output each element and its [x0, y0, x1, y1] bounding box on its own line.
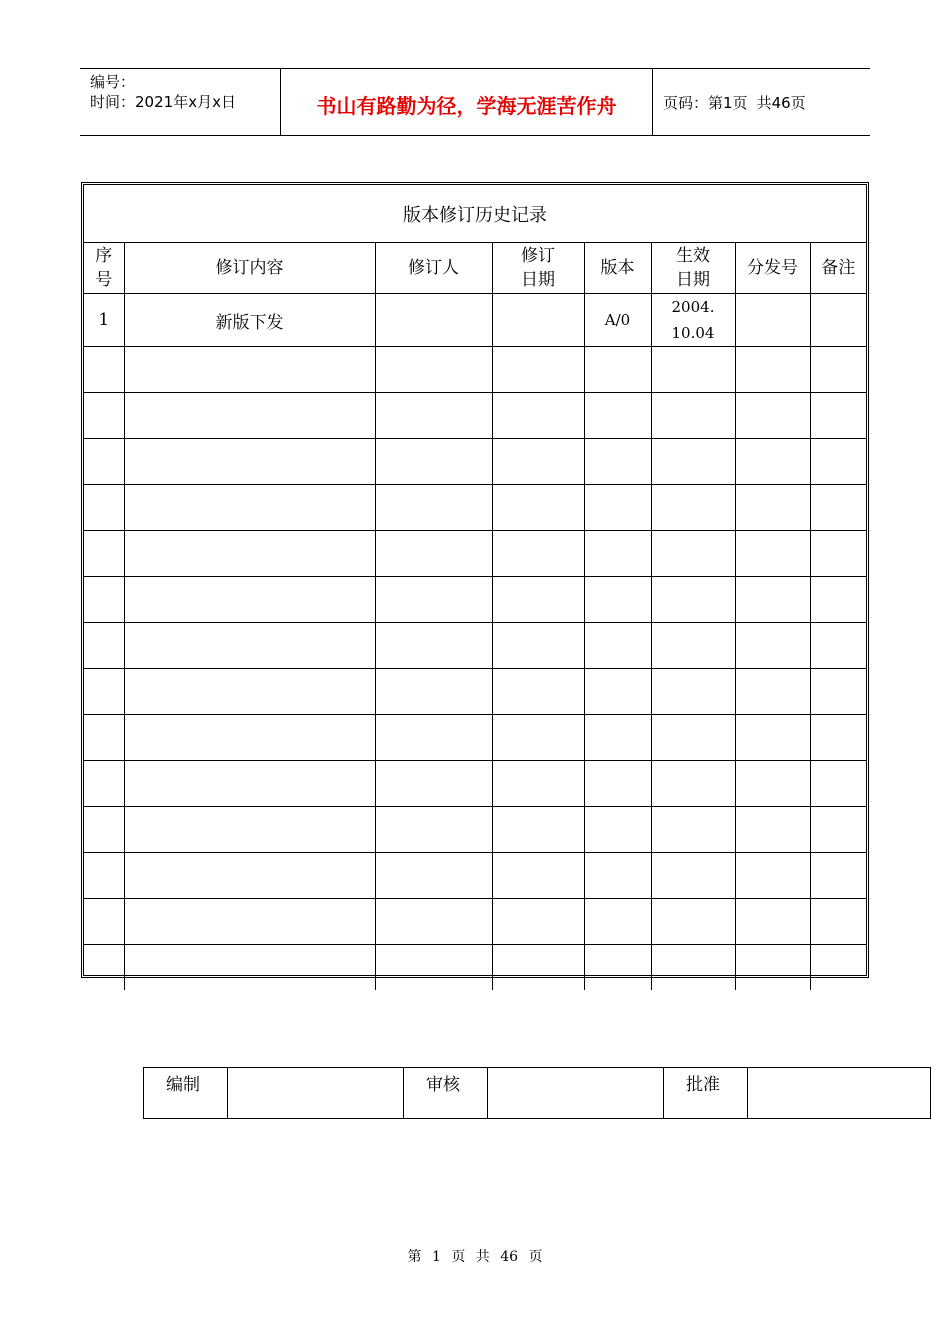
- cell-version: A/0: [584, 294, 651, 347]
- footer-total-pages: 46: [500, 1249, 519, 1265]
- doc-number-label: 编号：: [90, 73, 136, 91]
- table-row: [84, 761, 866, 807]
- table-row: [84, 899, 866, 945]
- header-page-info: [653, 69, 870, 135]
- cell-dist: [735, 294, 810, 347]
- page-header: [80, 68, 870, 136]
- signoff-approve-field[interactable]: [748, 1068, 931, 1119]
- page-total: 共46页: [756, 93, 806, 112]
- page-footer: [0, 1246, 950, 1266]
- page-label: 页码：: [663, 93, 709, 112]
- header-meta: [80, 69, 281, 135]
- signoff-review-label: 审核: [404, 1068, 488, 1119]
- table-row: [84, 669, 866, 715]
- col-header-content: 修订内容: [124, 243, 375, 294]
- header-motto: 书山有路勤为径，学海无涯苦作舟: [281, 69, 653, 135]
- doc-time-value: 2021年x月x日: [135, 93, 236, 111]
- footer-di: 第: [407, 1249, 422, 1265]
- table-row: [84, 393, 866, 439]
- cell-reviser: [375, 294, 492, 347]
- footer-ye2: 页: [528, 1249, 543, 1265]
- cell-date: [492, 294, 584, 347]
- table-row: [84, 439, 866, 485]
- col-header-version: 版本: [584, 243, 651, 294]
- doc-time: [90, 92, 280, 112]
- revision-table-title: 版本修订历史记录: [84, 185, 866, 243]
- table-row: [84, 577, 866, 623]
- table-row: [84, 623, 866, 669]
- column-header-row: [84, 243, 866, 294]
- col-header-dist: 分发号: [735, 243, 810, 294]
- signoff-compile-field[interactable]: [228, 1068, 404, 1119]
- table-row: [84, 807, 866, 853]
- signoff-approve-label: 批准: [664, 1068, 748, 1119]
- signoff-review-field[interactable]: [488, 1068, 664, 1119]
- footer-gong: 共: [475, 1249, 490, 1265]
- col-header-date: 修订 日期: [492, 243, 584, 294]
- cell-content: 新版下发: [124, 294, 375, 347]
- revision-history-table: [81, 182, 869, 978]
- table-row: [84, 347, 866, 393]
- footer-page-number: 1: [431, 1249, 441, 1265]
- table-row: [84, 715, 866, 761]
- col-header-seq: 序 号: [84, 243, 124, 294]
- col-header-effective: 生效 日期: [651, 243, 735, 294]
- table-row: [84, 531, 866, 577]
- table-row: [84, 294, 866, 347]
- page-current: 第1页: [708, 93, 748, 112]
- col-header-remark: 备注: [810, 243, 866, 294]
- signoff-table: [143, 1067, 931, 1119]
- table-row: [84, 945, 866, 991]
- cell-effective: 2004. 10.04: [651, 294, 735, 347]
- cell-remark: [810, 294, 866, 347]
- col-header-reviser: 修订人: [375, 243, 492, 294]
- table-row: [84, 853, 866, 899]
- doc-time-label: 时间：: [90, 93, 136, 111]
- signoff-compile-label: 编制: [144, 1068, 228, 1119]
- footer-ye: 页: [451, 1249, 466, 1265]
- table-row: [84, 485, 866, 531]
- cell-seq: 1: [84, 294, 124, 347]
